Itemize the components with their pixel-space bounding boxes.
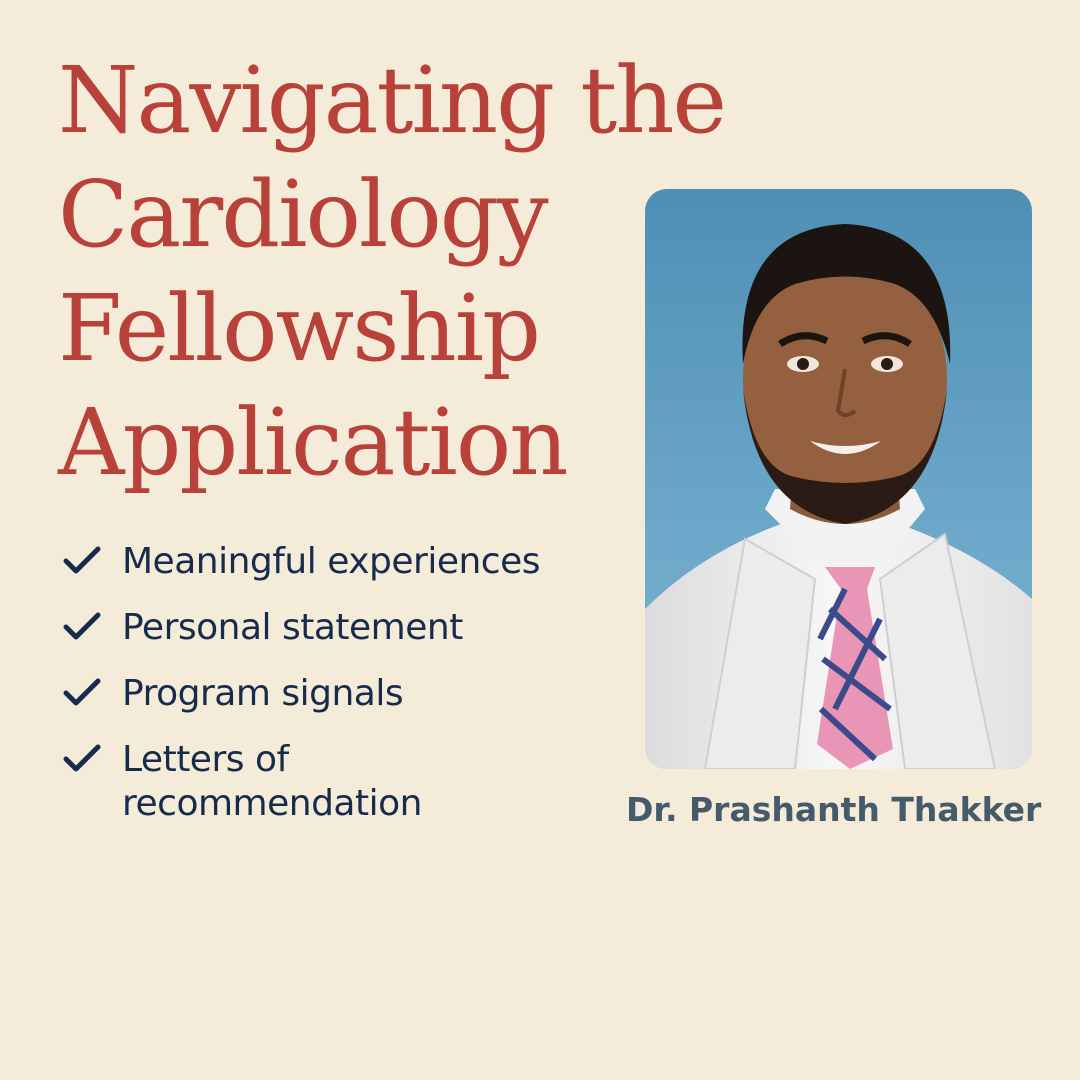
check-icon [62,540,102,580]
checklist-item-label: Program signals [122,673,404,714]
check-icon [62,606,102,646]
check-icon [62,672,102,712]
checklist-item-label: Letters of recommendation [122,739,422,824]
title-line: Application [58,389,567,496]
title-line: Cardiology [58,161,547,268]
check-icon [62,738,102,778]
portrait-illustration [645,189,1032,769]
checklist-item-label: Personal statement [122,607,463,648]
checklist-item [62,540,622,584]
checklist-item [62,606,622,650]
checklist-item-label: Meaningful experiences [122,541,540,582]
checklist [62,540,622,848]
checklist-item [62,672,622,716]
checklist-item [62,738,622,826]
title-line: Navigating the [58,47,725,154]
photo-caption: Dr. Prashanth Thakker [626,790,1042,829]
portrait-photo [645,189,1032,769]
title-line: Fellowship [58,275,540,382]
